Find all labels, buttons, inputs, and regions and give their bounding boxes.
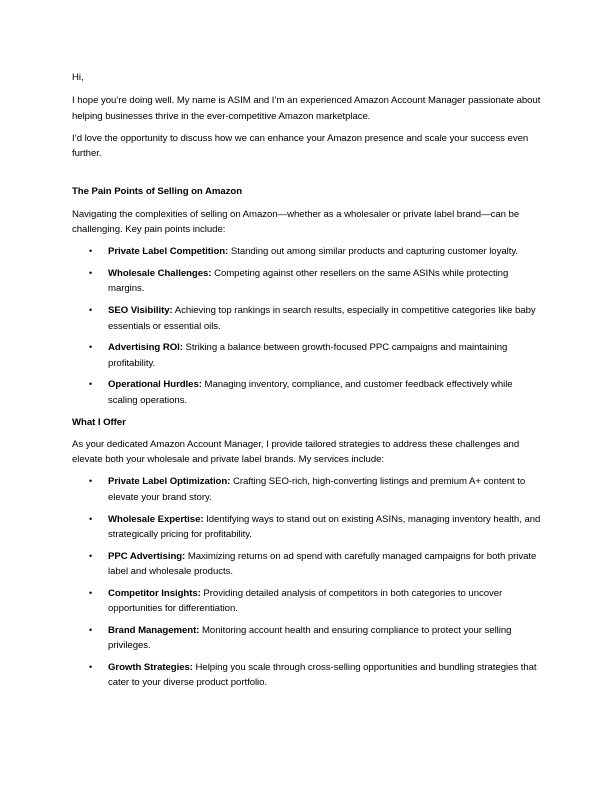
item-title: Private Label Competition:: [108, 246, 229, 258]
offer-intro: As your dedicated Amazon Account Manager, I provide tailored strategies to address these challenges and elevate both your wholesale and private label brands. My services include:: [72, 438, 520, 466]
item-title: Wholesale Expertise:: [108, 513, 204, 525]
pain-points-intro: Navigating the complexities of selling on Amazon—whether as a wholesaler or private label brand—can be challenging. Key pain points include:: [72, 208, 520, 236]
intro-paragraph-1: I hope you’re doing well. My name is ASIM and I’m an experienced Amazon Account Manager passionate about helping businesses thrive in the ever-competitive Amazon marketplace.: [72, 95, 541, 122]
intro-paragraph-2: I’d love the opportunity to discuss how we can enhance your Amazon presence and scale your success even further.: [72, 132, 529, 160]
list-item: [72, 303, 542, 334]
bullet-icon: •: [89, 305, 93, 316]
greeting: Hi,: [72, 72, 84, 83]
item-text: Maximizing returns on ad spend with carefully managed campaigns for both private label and wholesale products.: [108, 550, 537, 577]
item-text: Managing inventory, compliance, and customer feedback effectively while scaling operations.: [108, 379, 513, 406]
item-text: Standing out among similar products and capturing customer loyalty.: [228, 246, 518, 258]
item-title: Competitor Insights:: [108, 587, 201, 599]
offer-heading: What I Offer: [72, 416, 126, 428]
pain-points-list: [72, 244, 542, 408]
item-title: Private Label Optimization:: [108, 476, 231, 488]
item-text: Identifying ways to stand out on existing ASINs, managing inventory health, and strategically pricing for profitability.: [108, 513, 541, 540]
list-item: [72, 474, 542, 505]
list-item: [72, 623, 542, 654]
item-text: Helping you scale through cross-selling opportunities and bundling strategies that cater to your diverse product portfolio.: [108, 661, 537, 689]
item-title: Advertising ROI:: [108, 342, 183, 354]
list-item: [72, 340, 542, 371]
list-item: [72, 266, 542, 297]
bullet-icon: •: [89, 246, 93, 257]
bullet-icon: •: [89, 342, 93, 353]
list-item: [72, 586, 542, 617]
item-title: Growth Strategies:: [108, 661, 193, 673]
item-text: Providing detailed analysis of competitors in both categories to uncover opportunities for differentiation.: [108, 587, 503, 615]
item-text: Striking a balance between growth-focused PPC campaigns and maintaining profitability.: [108, 342, 508, 369]
item-text: Achieving top rankings in search results, especially in competitive categories like baby essentials or essential oils.: [108, 305, 536, 332]
item-text: Competing against other resellers on the same ASINs while protecting margins.: [108, 268, 509, 295]
list-item: [72, 244, 542, 259]
document-page: [72, 70, 542, 697]
item-title: SEO Visibility:: [108, 305, 173, 317]
item-title: Operational Hurdles:: [108, 379, 202, 391]
item-title: Brand Management:: [108, 624, 200, 636]
bullet-icon: •: [89, 587, 93, 598]
bullet-icon: •: [89, 476, 93, 487]
bullet-icon: •: [89, 661, 93, 672]
item-text: Monitoring account health and ensuring compliance to protect your selling privileges.: [108, 624, 512, 652]
bullet-icon: •: [89, 550, 93, 561]
bullet-icon: •: [89, 624, 93, 635]
pain-points-heading: The Pain Points of Selling on Amazon: [72, 186, 243, 198]
bullet-icon: •: [89, 379, 93, 390]
bullet-icon: •: [89, 268, 93, 279]
list-item: [72, 549, 542, 580]
offer-list: [72, 474, 542, 690]
item-title: Wholesale Challenges:: [108, 268, 212, 280]
list-item: [72, 377, 542, 408]
item-text: Crafting SEO-rich, high-converting listings and premium A+ content to elevate your brand story.: [108, 476, 526, 503]
list-item: [72, 660, 542, 691]
list-item: [72, 512, 542, 543]
bullet-icon: •: [89, 513, 93, 524]
item-title: PPC Advertising:: [108, 550, 186, 562]
